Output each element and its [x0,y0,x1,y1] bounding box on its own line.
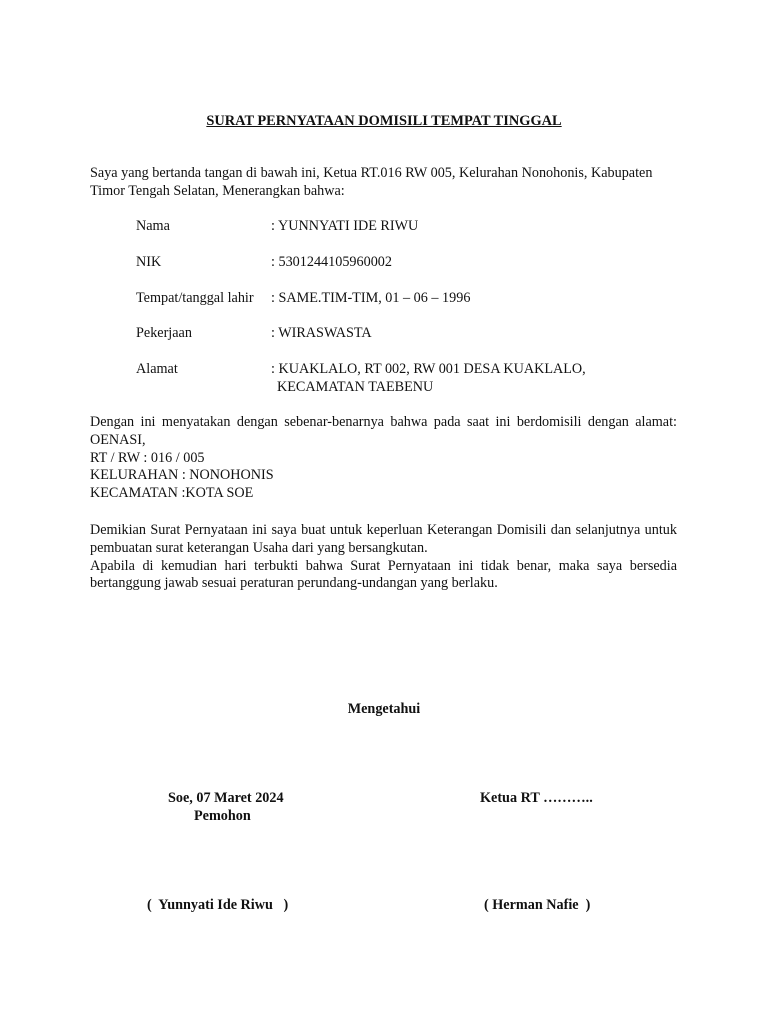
field-label: Nama [136,218,170,234]
closing-paragraph-2: Apabila di kemudian hari terbukti bahwa Surat Pernyataan ini tidak benar, maka saya bersedia bertanggung jawab sesuai peraturan perundang-undangan yang berlaku. [90,557,677,592]
document-title: SURAT PERNYATAAN DOMISILI TEMPAT TINGGAL [206,113,562,129]
mengetahui-label: Mengetahui [347,701,421,717]
field-label: Tempat/tanggal lahir [136,290,254,306]
field-value: : 5301244105960002 [271,254,392,270]
field-value-continued: KECAMATAN TAEBENU [277,378,434,395]
declaration-kecamatan: KECAMATAN :KOTA SOE [90,485,254,502]
declaration-block [90,414,677,503]
place-date: Soe, 07 Maret 2024 [168,790,284,806]
field-label: NIK [136,254,162,270]
field-value: : SAME.TIM-TIM, 01 – 06 – 1996 [271,290,471,306]
rt-signature-name: ( Herman Nafie ) [484,897,591,913]
field-value: : YUNNYATI IDE RIWU [271,218,419,234]
intro-paragraph [90,165,677,201]
closing-block [90,522,677,593]
applicant-role: Pemohon [194,808,251,824]
rt-role: Ketua RT ……….. [480,790,593,806]
declaration-rt-rw: RT / RW : 016 / 005 [90,449,205,466]
field-label: Pekerjaan [136,325,192,341]
intro-text: Saya yang bertanda tangan di bawah ini, Ketua RT.016 RW 005, Kelurahan Nonohonis, Kabupaten Timor Tengah Selatan, Menerangkan bahwa: [90,165,653,199]
field-value: : KUAKLALO, RT 002, RW 001 DESA KUAKLALO, [271,361,586,377]
field-value: : WIRASWASTA [271,325,372,341]
declaration-kelurahan: KELURAHAN : NONOHONIS [90,467,274,484]
declaration-text: Dengan ini menyatakan dengan sebenar-benarnya bahwa pada saat ini berdomisili dengan alamat: OENASI, [90,414,677,448]
applicant-signature-name: ( Yunnyati Ide Riwu ) [147,897,289,913]
closing-paragraph-1: Demikian Surat Pernyataan ini saya buat untuk keperluan Keterangan Domisili dan selanjutnya untuk pembuatan surat keterangan Usaha dari yang bersangkutan. [90,522,677,556]
field-label: Alamat [136,361,178,377]
